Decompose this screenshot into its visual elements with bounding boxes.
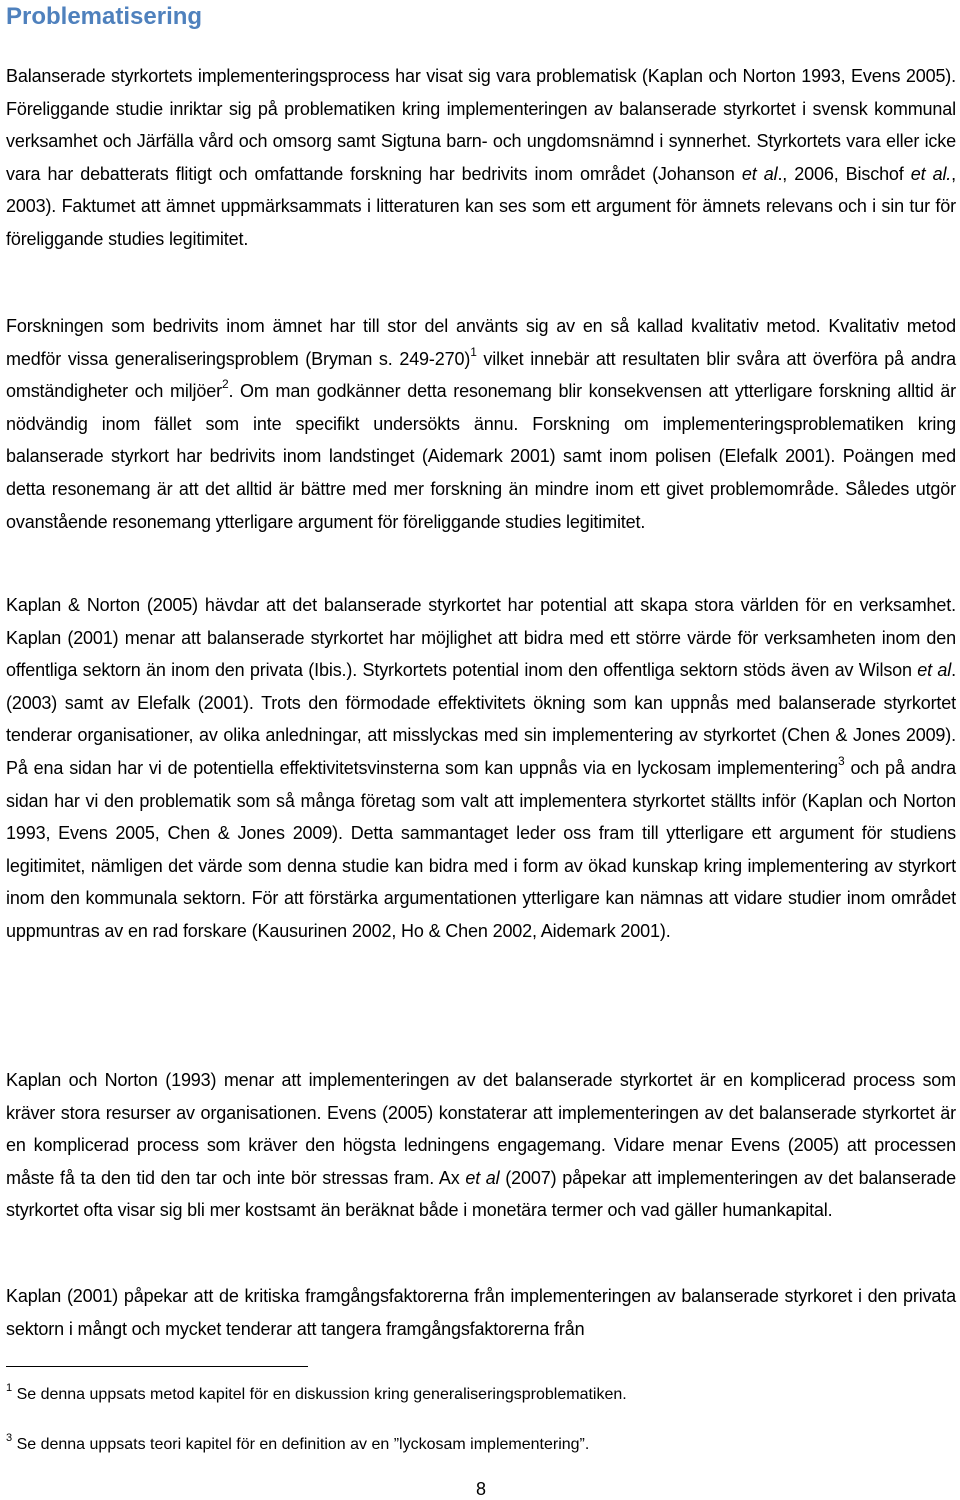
paragraph-5 bbox=[6, 1280, 956, 1345]
paragraph-1-text-b: ., 2006, Bischof bbox=[777, 163, 911, 184]
paragraph-4-text-a: Kaplan och Norton (1993) menar att implementeringen av det balanserade styrkortet är en komplicerad process som kräver stora resurser av organisationen. Evens (2005) konstaterar att implementeringen av det balanserade styrkortet är en komplicerad process som kräver den högsta ledningens engagemang. Vidare menar Evens (2005) att processen måste få ta den tid den tar och inte bör stressas fram. Ax bbox=[6, 1070, 956, 1188]
paragraph-3-italic-1: et al bbox=[917, 660, 952, 681]
section-heading: Problematisering bbox=[6, 3, 203, 30]
footnote-3-text: Se denna uppsats teori kapitel för en definition av en ”lyckosam implementering”. bbox=[12, 1436, 590, 1453]
paragraph-2-text-c: . Om man godkänner detta resonemang blir konsekvensen att ytterligare forskning alltid är nödvändig inom fället som inte specifikt undersökts ännu. Forskning om implementeringsproblematiken kring balanserade styrkort har bedrivits inom landstinget (Aidemark 2001) samt inom polisen (Elefalk 2001). Poängen med detta resonemang är att det alltid är bättre med mer forskning än mindre inom ett givet problemområde. Således utgör ovanstående resonemang ytterligare argument för föreliggande studies legitimitet. bbox=[6, 381, 956, 532]
paragraph-5-text-a: Kaplan (2001) påpekar att de kritiska framgångsfaktorerna från implementeringen av balanserade styrkoret i den privata sektorn i mångt och mycket tenderar att tangera framgångsfaktorerna från bbox=[6, 1286, 956, 1339]
paragraph-2 bbox=[6, 310, 956, 538]
paragraph-2-text-b: vilket innebär att resultaten blir svåra att överföra på andra omständigheter och miljöer bbox=[6, 348, 956, 402]
footnote-ref-2: 2 bbox=[221, 377, 229, 392]
paragraph-3-text-a: Kaplan & Norton (2005) hävdar att det balanserade styrkortet har potential att skapa stora världen för en verksamhet. Kaplan (2001) menar att balanserade styrkortet har möjlighet att bidra med ett större värde för verksamheten inom den offentliga sektorn än inom den privata (Ibis.). Styrkortets potential inom den offentliga sektorn stöds även av Wilson bbox=[6, 595, 956, 681]
footnote-3-mark: 3 bbox=[6, 1432, 13, 1444]
footnote-1 bbox=[6, 1384, 956, 1406]
footnote-ref-3: 3 bbox=[838, 753, 845, 768]
paragraph-3-text-c: och på andra sidan har vi den problematik som så många företag som valt att implementera styrkortet ställts inför (Kaplan och Norton 1993, Evens 2005, Chen & Jones 2009). Detta sammantaget leder oss fram till ytterligare ett argument för studiens legitimitet, nämligen det värde som denna studie kan bidra med i form av ökad kunskap kring implementering av styrkort inom den kommunala sektorn. För att förstärka argumentationen ytterligare kan nämnas att vidare studier inom området uppmuntras av en rad forskare (Kausurinen 2002, Ho & Chen 2002, Aidemark 2001). bbox=[6, 757, 956, 941]
paragraph-1 bbox=[6, 60, 956, 256]
footnote-3 bbox=[6, 1434, 956, 1456]
footnote-1-mark: 1 bbox=[6, 1382, 13, 1394]
paragraph-2-text-a: Forskningen som bedrivits inom ämnet har till stor del använts sig av en så kallad kvalitativ metod. Kvalitativ metod medför vissa generaliseringsproblem (Bryman s. 249-270) bbox=[6, 316, 956, 369]
paragraph-1-text-a: Balanserade styrkortets implementeringsprocess har visat sig vara problematisk (Kaplan och Norton 1993, Evens 2005). Föreliggande studie inriktar sig på problematiken kring implementeringen av balanserade styrkortet i svensk kommunal verksamhet och Järfälla vård och omsorg samt Sigtuna barn- och ungdomsnämnd i synnerhet. Styrkortets vara eller icke vara har debatterats flitigt och omfattande forskning har bedrivits inom området (Johanson bbox=[6, 66, 956, 184]
paragraph-3 bbox=[6, 589, 956, 948]
footnote-separator bbox=[6, 1366, 308, 1367]
paragraph-4-italic-1: et al bbox=[465, 1167, 500, 1188]
paragraph-3-text-b: . (2003) samt av Elefalk (2001). Trots den förmodade effektivitets ökning som kan uppnås med balanserade styrkortet tenderar organisationer, av olika anledningar, att misslyckas med sin implementering av styrkortet (Chen & Jones 2009). På ena sidan har vi de potentiella effektivitetsvinsterna som kan uppnås via en lyckosam implementering bbox=[6, 660, 956, 778]
document-page bbox=[6, 0, 957, 1499]
footnote-1-text: Se denna uppsats metod kapitel för en diskussion kring generaliseringsproblematiken. bbox=[12, 1386, 627, 1403]
footnote-ref-1: 1 bbox=[470, 344, 477, 359]
paragraph-4-text-b: (2007) påpekar att implementeringen av det balanserade styrkortet ofta visar sig bli mer kostsamt än beräknat både i monetära termer och vad gäller humankapital. bbox=[6, 1167, 957, 1221]
paragraph-1-italic-1: et al bbox=[741, 163, 778, 184]
paragraph-1-text-c: , 2003). Faktumet att ämnet uppmärksammats i litteraturen kan ses som ett argument för ämnets relevans och i sin tur för föreliggande studies legitimitet. bbox=[6, 163, 957, 249]
paragraph-1-italic-2: et al. bbox=[910, 163, 952, 184]
page-number: 8 bbox=[475, 1479, 486, 1499]
paragraph-4 bbox=[6, 1064, 956, 1227]
